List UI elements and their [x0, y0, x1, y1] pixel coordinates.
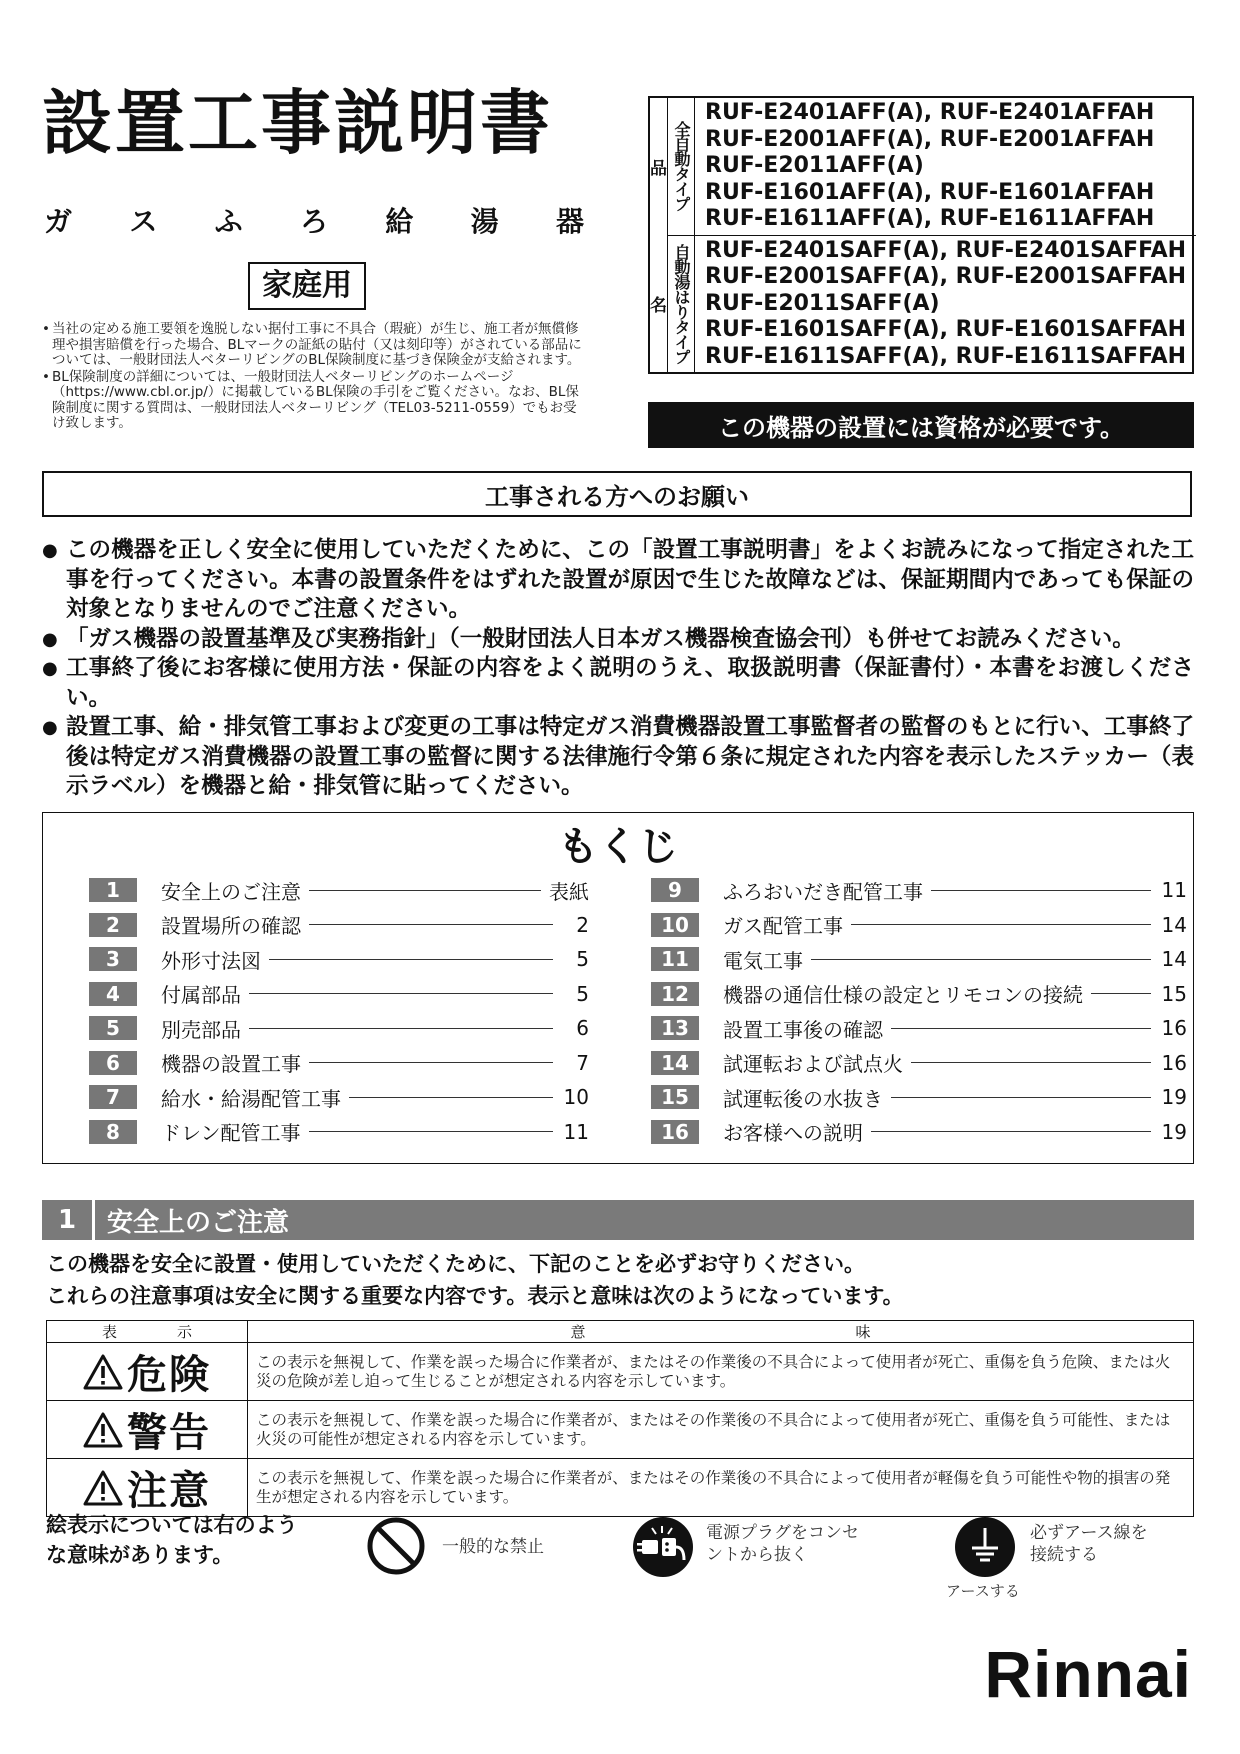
warning-triangle-icon [83, 1354, 123, 1390]
toc-label: 機器の設置工事 [161, 1052, 301, 1077]
toc-item[interactable] [89, 977, 589, 1012]
subtitle-char: ろ [299, 205, 328, 238]
toc-item[interactable] [651, 977, 1187, 1012]
home-use-badge: 家庭用 [248, 262, 366, 310]
toc-leader [1091, 993, 1151, 994]
toc-number: 11 [651, 947, 699, 971]
ground-icon [954, 1516, 1016, 1578]
signal-description: この表示を無視して、作業を誤った場合に作業者が、またはその作業後の不具合によって使用者が死亡、重傷を負う可能性、または火災の可能性が想定される内容を示しています。 [248, 1401, 1194, 1459]
prohibition-icon [366, 1516, 426, 1576]
table-row [47, 1401, 1194, 1459]
signal-word-table [46, 1320, 1194, 1517]
section-intro [46, 1248, 904, 1312]
model-type-label: 自動湯はりタイプ [668, 236, 695, 373]
toc-page: 19 [1161, 1085, 1187, 1110]
toc-item[interactable] [89, 1115, 589, 1150]
model-label-bottom: 名 [650, 296, 667, 316]
toc-page: 14 [1161, 912, 1187, 937]
toc-label: 電気工事 [723, 948, 803, 973]
toc-right-column [651, 873, 1187, 1149]
toc-number: 1 [89, 878, 137, 902]
pictogram-label-line: ントから抜く [706, 1545, 808, 1565]
toc-label: 付属部品 [161, 983, 241, 1008]
toc-item[interactable] [651, 873, 1187, 908]
pictogram-intro-line: 絵表示については右のよう [46, 1513, 298, 1537]
toc-number: 4 [89, 982, 137, 1006]
model-table [648, 96, 1194, 374]
model-item: RUF-E2011SAFF(A) [705, 290, 940, 316]
model-item: RUF-E2001AFF(A), RUF-E2001AFFAH [705, 126, 1155, 152]
model-item: RUF-E2011AFF(A) [705, 153, 924, 178]
warning-triangle-icon [83, 1412, 123, 1448]
toc-page: 2 [576, 912, 589, 937]
table-row [47, 1459, 1194, 1517]
toc-page: 5 [576, 947, 589, 972]
toc-label: 給水・給湯配管工事 [161, 1086, 341, 1111]
model-item: RUF-E2001SAFF(A), RUF-E2001SAFFAH [705, 264, 1187, 289]
toc-page: 16 [1161, 1050, 1187, 1075]
toc-label: 試運転および試点火 [723, 1052, 903, 1077]
pictogram-label-line: 接続する [1030, 1545, 1098, 1565]
toc-number: 15 [651, 1085, 699, 1109]
table-header-sign: 表 示 [47, 1321, 248, 1343]
toc-label: ふろおいだき配管工事 [723, 879, 923, 904]
request-heading: 工事される方へのお願い [42, 471, 1192, 517]
toc-page: 10 [563, 1085, 589, 1110]
toc-leader [911, 1062, 1151, 1063]
toc-label: ガス配管工事 [723, 914, 843, 939]
signal-word-caution: 注意 [127, 1468, 211, 1514]
toc-page: 14 [1161, 947, 1187, 972]
toc-leader [871, 1131, 1151, 1132]
section-heading [42, 1200, 1194, 1240]
signal-word-danger: 危険 [127, 1352, 211, 1398]
toc-item[interactable] [89, 1046, 589, 1081]
toc-page: 7 [576, 1050, 589, 1075]
toc-leader [269, 959, 553, 960]
bl-insurance-notes [42, 322, 582, 433]
model-group-full-auto [668, 98, 1196, 235]
qualification-banner: この機器の設置には資格が必要です。 [648, 402, 1194, 448]
toc-label: 設置工事後の確認 [723, 1017, 883, 1042]
toc-leader [851, 924, 1151, 925]
toc-number: 10 [651, 913, 699, 937]
toc-number: 6 [89, 1051, 137, 1075]
toc-number: 12 [651, 982, 699, 1006]
section-number: 1 [42, 1200, 95, 1240]
model-item: RUF-E1611SAFF(A), RUF-E1611SAFFAH [705, 343, 1187, 369]
model-label-column [650, 98, 668, 372]
table-header-meaning: 意 味 [248, 1321, 1194, 1343]
toc-leader [349, 1097, 553, 1098]
toc-leader [891, 1097, 1151, 1098]
toc-leader [309, 924, 553, 925]
model-item: RUF-E1601SAFF(A), RUF-E1601SAFFAH [705, 317, 1187, 342]
toc-label: 安全上のご注意 [161, 879, 301, 904]
subtitle-char: ガ [44, 205, 73, 238]
toc-left-column [89, 873, 589, 1149]
toc-leader [249, 993, 553, 994]
toc-item[interactable] [89, 1080, 589, 1115]
toc-page: 19 [1161, 1119, 1187, 1144]
toc-item[interactable] [651, 1046, 1187, 1081]
request-list [42, 536, 1194, 802]
pictogram-label: 一般的な禁止 [442, 1537, 544, 1557]
toc-label: 外形寸法図 [161, 948, 261, 973]
toc-leader [309, 890, 541, 891]
toc-page: 6 [576, 1016, 589, 1041]
toc-item[interactable] [651, 942, 1187, 977]
toc-page: 15 [1161, 981, 1187, 1006]
request-item: ● この機器を正しく安全に使用していただくために、この「設置工事説明書」をよくお読みになって指定された工事を行ってください。本書の設置条件をはずれた設置が原因で生じた故障などは、保証期間内であっても保証の対象となりませんのでご注意ください。 [42, 536, 1194, 625]
pictogram-label-line: 必ずアース線を [1030, 1523, 1148, 1543]
toc-leader [249, 1028, 553, 1029]
request-item: ● 設置工事、給・排気管工事および変更の工事は特定ガス消費機器設置工事監督者の監督のもとに行い、工事終了後は特定ガス消費機器の設置工事の監督に関する法律施行令第６条に規定された内容を表示したステッカー（表示ラベル）を機器と給・排気管に貼ってください。 [42, 713, 1194, 802]
toc-page: 11 [563, 1119, 589, 1144]
model-item: RUF-E1601AFF(A), RUF-E1601AFFAH [705, 179, 1155, 205]
toc-label: 設置場所の確認 [161, 914, 301, 939]
toc-number: 5 [89, 1016, 137, 1040]
toc-item[interactable] [651, 1115, 1187, 1150]
toc-number: 8 [89, 1120, 137, 1144]
pictogram-intro [46, 1510, 298, 1570]
toc-label: ドレン配管工事 [161, 1121, 301, 1146]
toc-number: 16 [651, 1120, 699, 1144]
section-title: 安全上のご注意 [107, 1207, 290, 1238]
toc-number: 3 [89, 947, 137, 971]
toc-label: 機器の通信仕様の設定とリモコンの接続 [723, 983, 1083, 1008]
toc-leader [931, 890, 1151, 891]
model-type-label: 全自動タイプ [668, 98, 695, 235]
toc-item[interactable] [651, 1011, 1187, 1046]
toc-page: 表紙 [549, 879, 589, 904]
intro-line: この機器を安全に設置・使用していただくために、下記のことを必ずお守りください。 [46, 1252, 865, 1276]
toc-number: 2 [89, 913, 137, 937]
brand-logo: Rinnai [984, 1637, 1192, 1711]
toc-item[interactable] [89, 1011, 589, 1046]
unplug-icon [632, 1516, 694, 1578]
pictogram-sublabel: アースする [946, 1582, 1020, 1600]
model-group-auto-fill [668, 235, 1196, 373]
subtitle-char: ふ [214, 205, 243, 238]
toc-leader [309, 1131, 554, 1132]
toc-page: 11 [1161, 878, 1187, 903]
toc-item[interactable] [651, 908, 1187, 943]
request-item: ● 工事終了後にお客様に使用方法・保証の内容をよく説明のうえ、取扱説明書（保証書付）・本書をお渡しください。 [42, 654, 1194, 713]
toc-number: 7 [89, 1085, 137, 1109]
subtitle-char: 給 [385, 205, 414, 238]
product-subtitle [44, 200, 584, 240]
toc-item[interactable] [651, 1080, 1187, 1115]
signal-word-warning: 警告 [127, 1410, 211, 1456]
toc-leader [891, 1028, 1151, 1029]
request-item: ● 「ガス機器の設置基準及び実務指針」（一般財団法人日本ガス機器検査協会刊）も併せてお読みください。 [42, 625, 1194, 655]
table-row [47, 1343, 1194, 1401]
toc-item[interactable] [89, 942, 589, 977]
intro-line: これらの注意事項は安全に関する重要な内容です。表示と意味は次のようになっています。 [46, 1284, 904, 1308]
pictogram-label-line: 電源プラグをコンセ [706, 1523, 859, 1543]
bl-note: • BL保険制度の詳細については、一般財団法人ベターリビングのホームページ（https://www.cbl.or.jp/）に掲載しているBL保険の手引をご覧ください。なお、BL保険制度に関する質問は、一般財団法人ベターリビング（TEL03-5211-0559）でもお受け致します。 [42, 370, 582, 432]
warning-triangle-icon [83, 1470, 123, 1506]
toc-item[interactable] [89, 873, 589, 908]
model-item: RUF-E2401AFF(A), RUF-E2401AFFAH [705, 100, 1155, 125]
toc-label: 別売部品 [161, 1017, 241, 1042]
toc-item[interactable] [89, 908, 589, 943]
signal-description: この表示を無視して、作業を誤った場合に作業者が、またはその作業後の不具合によって使用者が死亡、重傷を負う危険、または火災の危険が差し迫って生じることが想定される内容を示しています。 [248, 1343, 1194, 1401]
toc-number: 14 [651, 1051, 699, 1075]
toc-page: 5 [576, 981, 589, 1006]
toc-number: 13 [651, 1016, 699, 1040]
toc-label: お客様への説明 [723, 1121, 863, 1146]
toc-leader [811, 959, 1151, 960]
model-item: RUF-E1611AFF(A), RUF-E1611AFFAH [705, 206, 1155, 231]
model-item: RUF-E2401SAFF(A), RUF-E2401SAFFAH [705, 237, 1187, 263]
subtitle-char: 器 [555, 205, 584, 238]
bl-note: • 当社の定める施工要領を逸脱しない据付工事に不具合（瑕疵）が生じ、施工者が無償修理や損害賠償を行った場合、BLマークの証紙の貼付（又は刻印等）がされている部品については、一般財団法人ベターリビングのBL保険制度に基づき保険金が支給されます。 [42, 322, 582, 369]
subtitle-char: ス [129, 205, 158, 238]
toc-label: 試運転後の水抜き [723, 1086, 883, 1111]
toc-page: 16 [1161, 1016, 1187, 1041]
pictogram-intro-line: な意味があります。 [46, 1543, 234, 1567]
toc-title: もくじ [558, 824, 678, 870]
pictogram-label [1030, 1522, 1148, 1566]
pictogram-label [706, 1522, 859, 1566]
table-of-contents [42, 812, 1194, 1164]
subtitle-char: 湯 [470, 205, 499, 238]
document-title: 設置工事説明書 [42, 82, 553, 164]
toc-number: 9 [651, 878, 699, 902]
toc-leader [309, 1062, 553, 1063]
model-label-top: 品 [650, 159, 667, 179]
signal-description: この表示を無視して、作業を誤った場合に作業者が、またはその作業後の不具合によって使用者が軽傷を負う可能性や物的損害の発生が想定される内容を示しています。 [248, 1459, 1194, 1517]
